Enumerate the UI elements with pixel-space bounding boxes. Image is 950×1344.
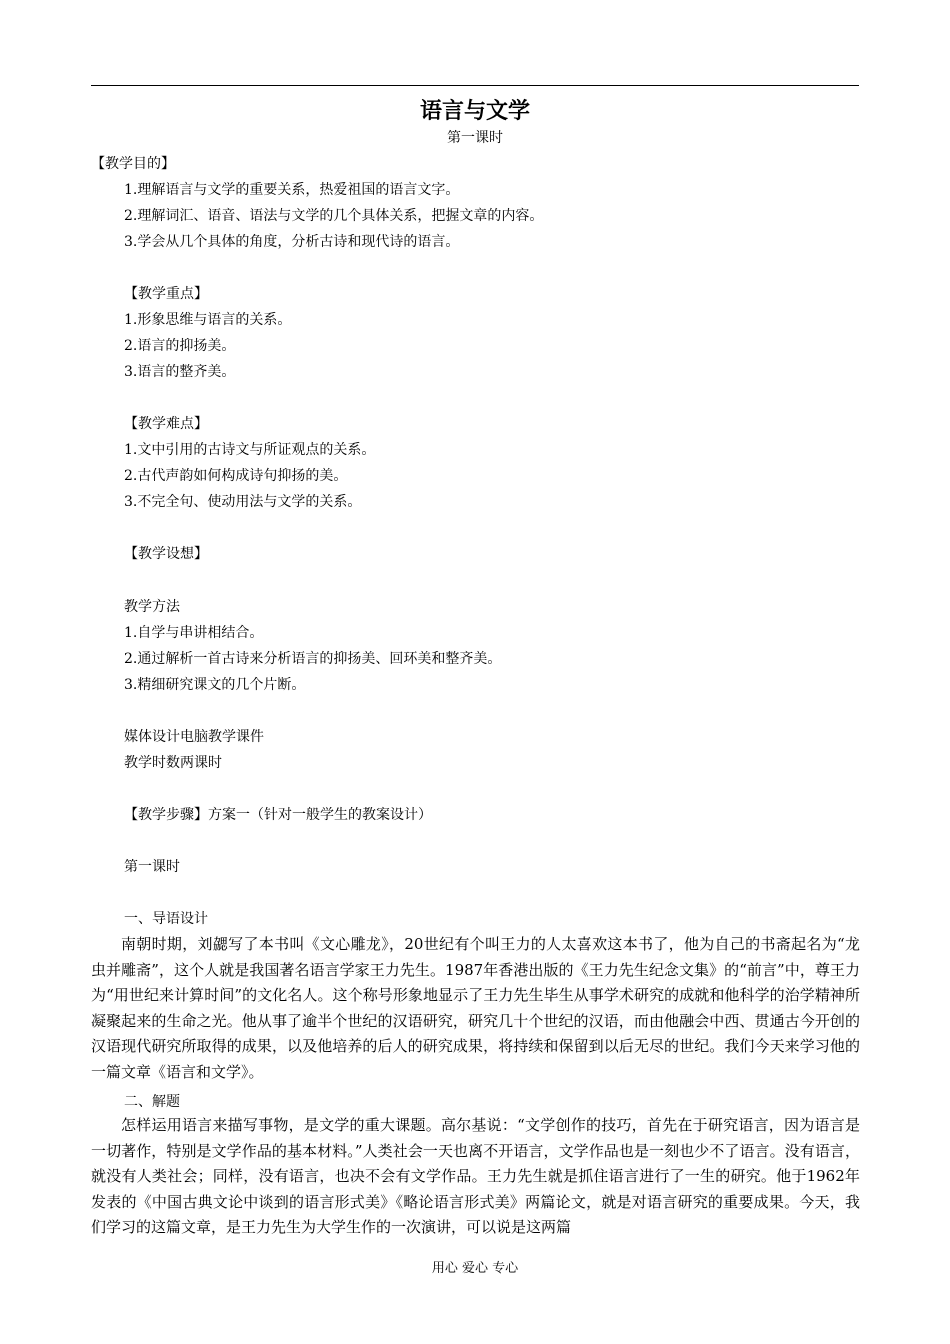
method-item: 2.通过解析一首古诗来分析语言的抑扬美、回环美和整齐美。: [124, 651, 502, 667]
objective-item: 2.理解词汇、语音、语法与文学的几个具体关系，把握文章的内容。: [124, 208, 544, 224]
key-point-item: 1.形象思维与语言的关系。: [124, 312, 292, 328]
intro-paragraph: 南朝时期，刘勰写了本书叫《文心雕龙》，20世纪有个叫王力的人太喜欢这本书了，他为自己的书斋起名为“龙虫并雕斋”，这个人就是我国著名语言学家王力先生。1987年香港出版的《王力先生纪念文集》的“前言”中，尊王力为“用世纪来计算时间”的文化名人。这个称号形象地显示了王力先生毕生从事学术研究的成就和他科学的治学精神所凝聚起来的生命之光。他从事了逾半个世纪的汉语研究，研究几十个世纪的汉语，而由他融会中西、贯通古今开创的汉语现代研究所取得的成果，以及他培养的后人的研究成果，将持续和保留到以后无尽的世纪。我们今天来学习他的一篇文章《语言和文学》。: [91, 935, 860, 1081]
difficulty-item: 1.文中引用的古诗文与所证观点的关系。: [124, 442, 376, 458]
key-point-item: 2.语言的抑扬美。: [124, 338, 236, 354]
method-label: 教学方法: [124, 599, 180, 615]
teaching-hours: 教学时数两课时: [124, 755, 222, 771]
lesson-label: 第一课时: [124, 859, 180, 875]
difficulty-item: 3.不完全句、使动用法与文学的关系。: [124, 494, 362, 510]
method-item: 3.精细研究课文的几个片断。: [124, 677, 306, 693]
objective-item: 3.学会从几个具体的角度，分析古诗和现代诗的语言。: [124, 234, 460, 250]
topic-paragraph: 怎样运用语言来描写事物，是文学的重大课题。高尔基说：“文学创作的技巧，首先在于研究语言，因为语言是一切著作，特别是文学作品的基本材料。”人类社会一天也离不开语言，文学作品也是一刻也少不了语言。没有语言，就没有人类社会；同样，没有语言，也决不会有文学作品。王力先生就是抓住语言进行了一生的研究。他于1962年发表的《中国古典文论中谈到的语言形式美》《略论语言形式美》两篇论文，就是对语言研究的重要成果。今天，我们学习的这篇文章，是王力先生为大学生作的一次演讲，可以说是这两篇: [91, 1116, 860, 1237]
design-heading: 【教学设想】: [124, 546, 208, 562]
page-title: 语言与文学: [419, 98, 530, 124]
objective-item: 1.理解语言与文学的重要关系，热爱祖国的语言文字。: [124, 182, 460, 198]
media-design: 媒体设计电脑教学课件: [124, 729, 264, 745]
page-subtitle: 第一课时: [447, 130, 503, 146]
difficulties-heading: 【教学难点】: [124, 416, 208, 432]
key-point-item: 3.语言的整齐美。: [124, 364, 236, 380]
method-item: 1.自学与串讲相结合。: [124, 625, 264, 641]
page-footer: 用心 爱心 专心: [431, 1261, 519, 1276]
header-rule: [91, 85, 859, 86]
steps-heading: 【教学步骤】方案一（针对一般学生的教案设计）: [124, 807, 432, 823]
difficulty-item: 2.古代声韵如何构成诗句抑扬的美。: [124, 468, 348, 484]
key-points-heading: 【教学重点】: [124, 286, 208, 302]
objectives-heading: 【教学目的】: [91, 156, 175, 172]
topic-heading: 二、解题: [124, 1094, 180, 1110]
intro-heading: 一、导语设计: [124, 911, 208, 927]
